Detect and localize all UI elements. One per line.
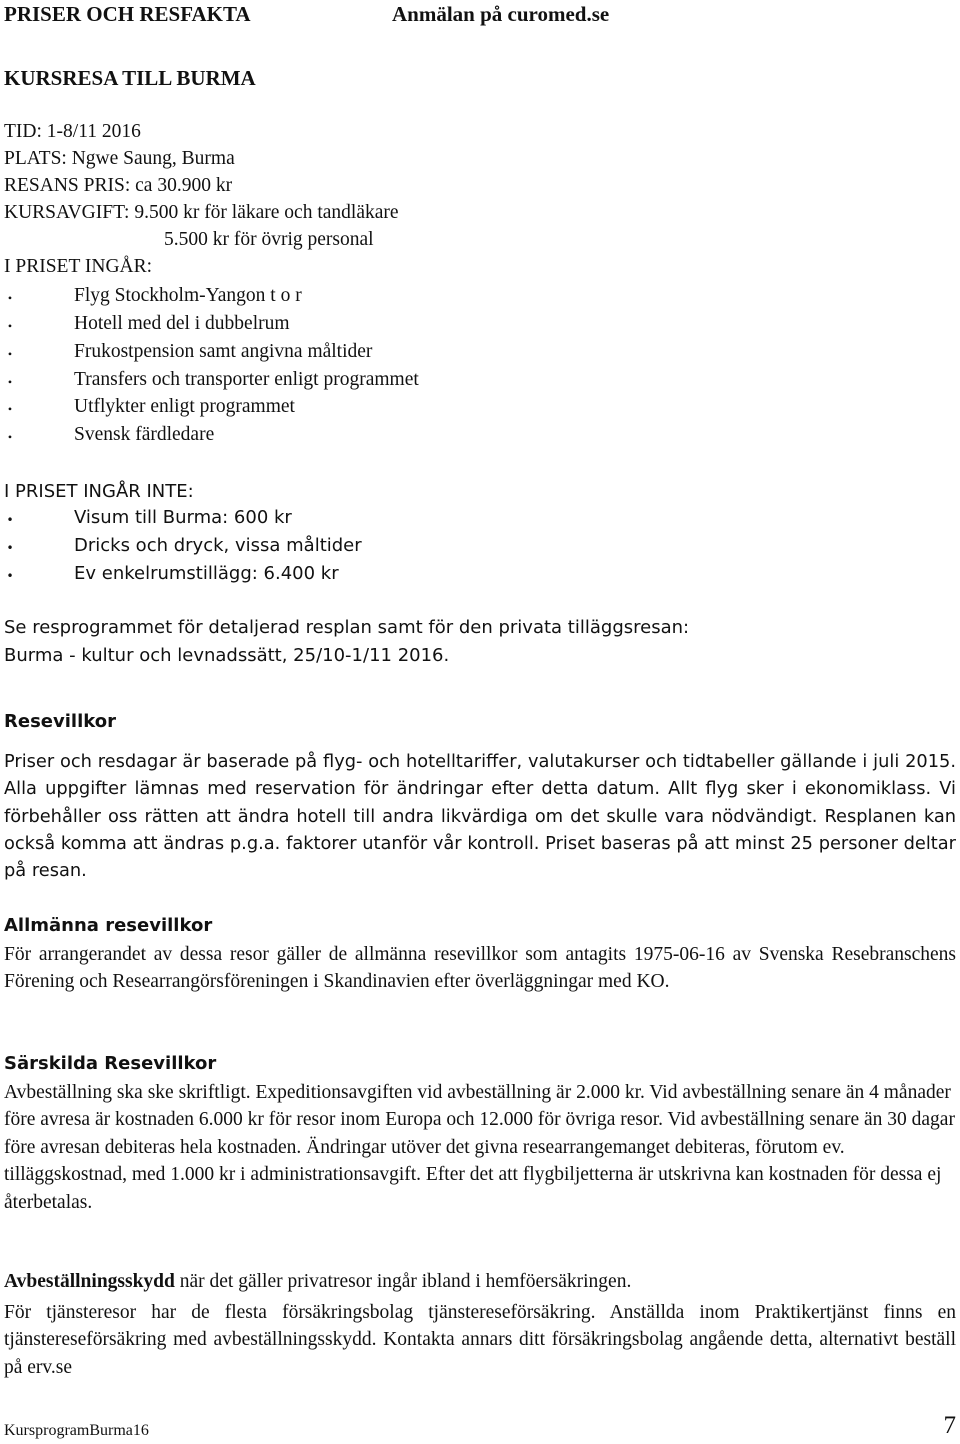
allmanna-text: För arrangerandet av dessa resor gäller de allmänna resevillkor som antagits 1975-06-16 av Svenska Resebranschens Förening och Researrangörsföreningen i Skandinavien efter överläggningar med KO. [4,944,956,993]
fact-resans-pris: RESANS PRIS: ca 30.900 kr [4,175,233,196]
resprogram-line1: Se resprogrammet för detaljerad resplan samt för den privata tilläggsresan: [4,617,690,638]
bullet-icon: • [6,541,14,555]
avbestallningsskydd-line [4,1271,631,1293]
page-number: 7 [943,1412,956,1439]
sarskilda-text: Avbeställning ska ske skriftligt. Expeditionsavgiften vid avbeställning är 2.000 kr. Vid avbeställning senare än 4 månader före avresa är kostnaden 6.000 kr för resor inom Europa och 12.000 för övriga resor. Vid avbeställning senare än 30 dagar före avresan debiteras hela kostnaden. Ändringar utöver det givna researrangemanget debiteras, förutom ev. tilläggskostnad, med 1.000 kr i administrationsavgift. Efter det att flygbiljetterna är utskrivna kan kostnaden för dessa ej återbetalas. [4,1082,955,1213]
ingar-heading: I PRISET INGÅR: [4,256,153,277]
bullet-icon: • [7,347,13,361]
avbestallningsskydd-intro: när det gäller privatresor ingår ibland i hemföersäkringen. [174,1271,632,1292]
bullet-icon: • [7,291,13,305]
resevillkor-text: Priser och resdagar är baserade på flyg- och hotelltariffer, valutakurser och tidtabeller gällande i juli 2015. Alla uppgifter lämnas med reservation för ändringar efter detta datum. Allt flyg sker i ekonomiklass. Vi förbehåller oss rätten att ändra hotell till andra likvärdiga om det skulle vara nödvändigt. Resplanen kan också komma att ändras p.g.a. faktorer utanför vår kontroll. Priset baseras på att minst 25 personer deltar på resan. [4,751,956,882]
avbestallningsskydd-text: För tjänsteresor har de flesta försäkringsbolag tjänstereseförsäkring. Anställda inom Praktikertjänst finns en tjänstereseförsäkring med avbeställningsskydd. Kontakta annars ditt försäkringsbolag angående detta, alternativt beställ på erv.se [4,1302,956,1378]
bullet-icon: • [7,402,13,416]
allmanna-heading: Allmänna resevillkor [4,915,213,936]
sarskilda-heading: Särskilda Resevillkor [4,1053,217,1074]
avbestallningsskydd-heading: Avbeställningsskydd [4,1271,175,1292]
fact-plats: PLATS: Ngwe Saung, Burma [4,148,235,169]
fact-kursavgift: KURSAVGIFT: 9.500 kr för läkare och tandläkare [4,202,399,223]
bullet-icon: • [6,569,14,583]
resprogram-line2: Burma - kultur och levnadssätt, 25/10-1/11 2016. [4,645,450,666]
ingar-inte-heading: I PRISET INGÅR INTE: [4,481,194,502]
bullet-icon: • [7,319,13,333]
fact-kursavgift-ovrig: 5.500 kr för övrig personal [164,229,374,250]
bullet-icon: • [7,430,13,444]
fact-tid: TID: 1-8/11 2016 [4,121,141,142]
bullet-icon: • [6,513,14,527]
page-header [4,2,956,28]
header-title: PRISER OCH RESFAKTA [4,2,251,26]
bullet-icon: • [7,375,13,389]
resevillkor-heading: Resevillkor [4,711,116,732]
course-title: KURSRESA TILL BURMA [4,66,256,90]
header-registration: Anmälan på curomed.se [392,2,610,26]
footer-document-name: KursprogramBurma16 [4,1422,149,1439]
